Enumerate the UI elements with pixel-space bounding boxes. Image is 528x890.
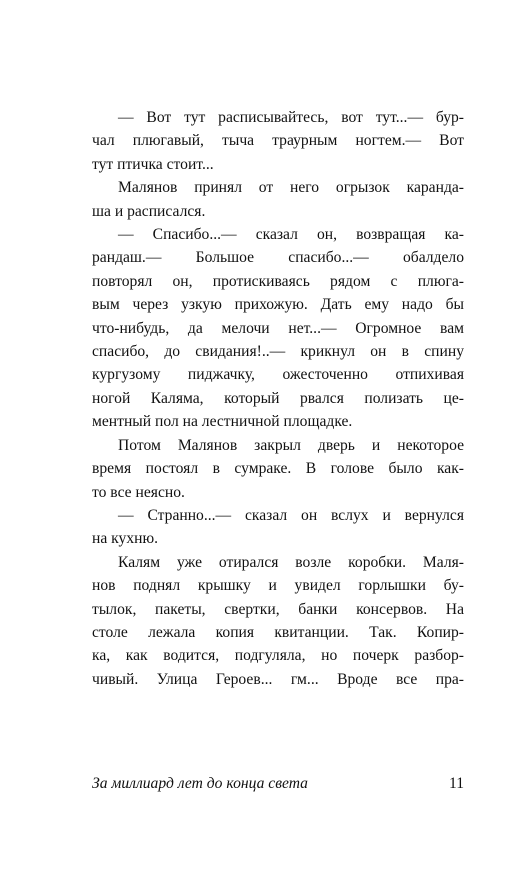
text-line: вым через узкую прихожую. Дать ему надо бы bbox=[92, 296, 464, 314]
text-line: чивый. Улица Героев... гм... Вроде все пра- bbox=[92, 670, 464, 688]
text-line: — Странно...— сказал он вслух и вернулся bbox=[118, 506, 464, 524]
text-line: тылок, пакеты, свертки, банки консервов. На bbox=[92, 600, 464, 618]
text-line: рандаш.— Большое спасибо...— обалдело bbox=[92, 249, 464, 267]
page-footer bbox=[92, 773, 464, 795]
text-line: Калям уже отирался возле коробки. Маля- bbox=[118, 553, 464, 571]
text-line: спасибо, до свидания!..— крикнул он в спину bbox=[92, 343, 464, 361]
text-line: что-нибудь, да мелочи нет...— Огромное вам bbox=[92, 319, 464, 337]
paragraph-2 bbox=[92, 176, 464, 223]
text-line: Потом Малянов закрыл дверь и некоторое bbox=[118, 436, 464, 454]
text-line: ногой Каляма, который рвался полизать це- bbox=[92, 389, 464, 407]
text-line: повторял он, протискиваясь рядом с плюга- bbox=[92, 272, 464, 290]
text-line: на кухню. bbox=[92, 530, 159, 548]
text-line: время постоял в сумраке. В голове было как- bbox=[92, 460, 464, 478]
running-title: За миллиард лет до конца света bbox=[92, 775, 308, 792]
paragraph-1 bbox=[92, 106, 464, 176]
text-line: Малянов принял от него огрызок каранда- bbox=[118, 179, 464, 197]
text-line: кургузому пиджачку, ожесточенно отпихивая bbox=[92, 366, 464, 384]
text-line: — Спасибо...— сказал он, возвращая ка- bbox=[118, 226, 464, 244]
text-line: столе лежала копия квитанции. Так. Копир- bbox=[92, 623, 464, 641]
body-text bbox=[92, 106, 464, 691]
paragraph-3 bbox=[92, 223, 464, 434]
text-line: чал плюгавый, тыча траурным ногтем.— Вот bbox=[92, 132, 464, 150]
text-line: ка, как водится, подгуляла, но почерк разбор- bbox=[92, 647, 464, 665]
text-line: то все неясно. bbox=[92, 483, 185, 501]
text-line: ша и расписался. bbox=[92, 202, 206, 220]
paragraph-6 bbox=[92, 551, 464, 691]
paragraph-4 bbox=[92, 434, 464, 504]
text-line: — Вот тут расписывайтесь, вот тут...— бур- bbox=[118, 109, 464, 126]
text-line: ментный пол на лестничной площадке. bbox=[92, 413, 353, 431]
page-number: 11 bbox=[448, 775, 464, 792]
paragraph-5 bbox=[92, 504, 464, 551]
text-line: нов поднял крышку и увидел горлышки бу- bbox=[92, 577, 464, 595]
text-line: тут птичка стоит... bbox=[92, 155, 214, 173]
